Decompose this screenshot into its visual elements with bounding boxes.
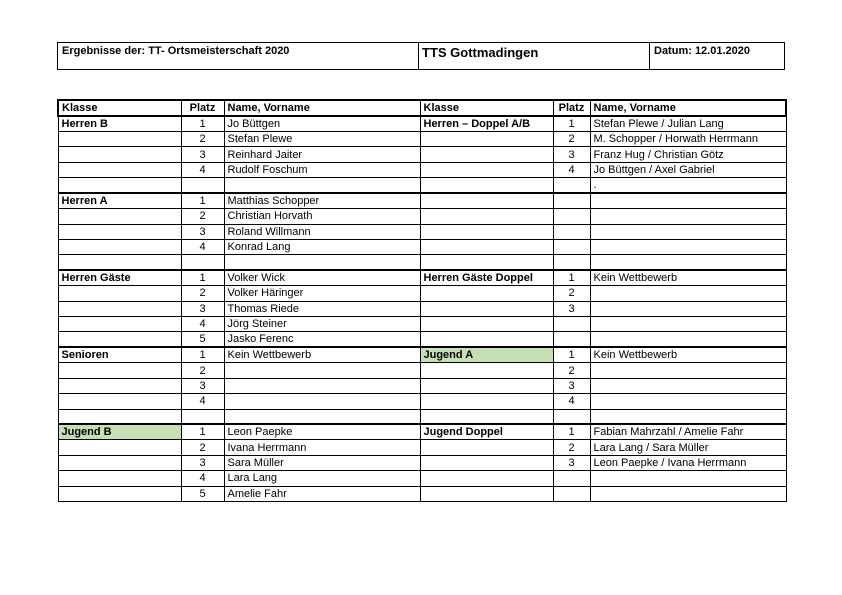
name-cell: Jasko Ferenc	[224, 332, 420, 348]
name-cell: Thomas Riede	[224, 301, 420, 316]
table-row	[58, 255, 786, 270]
table-row	[58, 455, 786, 470]
name-cell: Stefan Plewe	[224, 132, 420, 147]
place-cell: 2	[181, 363, 224, 378]
class-cell: Senioren	[58, 347, 181, 363]
name-cell: Lara Lang	[224, 471, 420, 486]
table-row	[58, 332, 786, 348]
name-cell	[590, 209, 786, 224]
class-cell	[420, 301, 553, 316]
name-cell	[224, 178, 420, 194]
place-cell	[181, 255, 224, 270]
place-cell	[553, 332, 590, 348]
class-cell	[58, 239, 181, 254]
name-cell: Christian Horvath	[224, 209, 420, 224]
class-cell	[420, 471, 553, 486]
table-row	[58, 209, 786, 224]
table-row	[58, 116, 786, 132]
class-cell	[420, 178, 553, 194]
name-cell: Sara Müller	[224, 455, 420, 470]
name-cell: Konrad Lang	[224, 239, 420, 254]
class-cell	[420, 132, 553, 147]
table-row	[58, 440, 786, 455]
place-cell	[181, 178, 224, 194]
table-row	[58, 409, 786, 424]
class-cell	[58, 317, 181, 332]
class-cell	[420, 486, 553, 501]
name-cell	[590, 394, 786, 409]
table-row	[58, 378, 786, 393]
place-cell: 3	[553, 455, 590, 470]
club-name: TTS Gottmadingen	[419, 43, 650, 69]
place-cell	[553, 486, 590, 501]
class-cell	[420, 317, 553, 332]
class-cell	[420, 224, 553, 239]
name-cell: Lara Lang / Sara Müller	[590, 440, 786, 455]
name-cell: Volker Häringer	[224, 286, 420, 301]
place-cell: 3	[181, 455, 224, 470]
name-cell: Ivana Herrmann	[224, 440, 420, 455]
place-cell: 3	[181, 378, 224, 393]
class-cell	[58, 363, 181, 378]
place-cell: 2	[553, 363, 590, 378]
place-cell: 1	[181, 116, 224, 132]
name-cell: Stefan Plewe / Julian Lang	[590, 116, 786, 132]
place-cell: 3	[181, 224, 224, 239]
place-cell: 1	[553, 347, 590, 363]
place-cell	[553, 178, 590, 194]
place-cell: 4	[181, 162, 224, 177]
class-cell	[58, 147, 181, 162]
place-cell	[553, 209, 590, 224]
name-cell	[590, 286, 786, 301]
place-cell	[553, 471, 590, 486]
place-cell: 5	[181, 332, 224, 348]
class-cell: Herren Gäste	[58, 270, 181, 286]
class-cell	[58, 301, 181, 316]
class-cell: Herren B	[58, 116, 181, 132]
table-row	[58, 317, 786, 332]
class-cell	[420, 394, 553, 409]
class-cell	[420, 440, 553, 455]
table-row	[58, 178, 786, 194]
place-cell: 2	[181, 286, 224, 301]
place-cell: 3	[181, 301, 224, 316]
class-cell	[420, 162, 553, 177]
name-cell: .	[590, 178, 786, 194]
class-cell	[58, 455, 181, 470]
class-cell	[58, 378, 181, 393]
class-cell: Herren Gäste Doppel	[420, 270, 553, 286]
class-cell	[420, 209, 553, 224]
class-cell	[420, 239, 553, 254]
place-cell: 4	[181, 394, 224, 409]
table-row	[58, 239, 786, 254]
class-cell	[420, 286, 553, 301]
name-cell: Rudolf Foschum	[224, 162, 420, 177]
column-header-name: Name, Vorname	[590, 100, 786, 116]
date-label: Datum: 12.01.2020	[654, 45, 750, 57]
table-row	[58, 132, 786, 147]
place-cell	[553, 224, 590, 239]
name-cell	[590, 363, 786, 378]
table-row	[58, 347, 786, 363]
place-cell: 3	[553, 301, 590, 316]
header-box	[57, 42, 785, 70]
place-cell: 4	[181, 317, 224, 332]
class-cell	[58, 409, 181, 424]
place-cell: 4	[553, 394, 590, 409]
name-cell: Franz Hug / Christian Götz	[590, 147, 786, 162]
class-cell	[58, 394, 181, 409]
table-row	[58, 162, 786, 177]
class-cell	[58, 286, 181, 301]
name-cell	[590, 239, 786, 254]
class-cell: Jugend Doppel	[420, 424, 553, 440]
name-cell	[590, 332, 786, 348]
table-row	[58, 363, 786, 378]
name-cell: M. Schopper / Horwath Herrmann	[590, 132, 786, 147]
name-cell: Volker Wick	[224, 270, 420, 286]
class-cell	[420, 409, 553, 424]
name-cell	[590, 193, 786, 209]
name-cell	[590, 224, 786, 239]
table-row	[58, 486, 786, 501]
place-cell: 2	[181, 209, 224, 224]
place-cell	[553, 239, 590, 254]
class-cell	[58, 209, 181, 224]
place-cell: 5	[181, 486, 224, 501]
name-cell	[224, 363, 420, 378]
class-cell	[58, 332, 181, 348]
class-cell	[420, 193, 553, 209]
class-cell: Jugend B	[58, 424, 181, 440]
place-cell: 2	[181, 132, 224, 147]
place-cell: 3	[181, 147, 224, 162]
name-cell: Kein Wettbewerb	[224, 347, 420, 363]
name-cell: Reinhard Jaiter	[224, 147, 420, 162]
place-cell: 1	[181, 347, 224, 363]
table-row	[58, 147, 786, 162]
class-cell: Herren A	[58, 193, 181, 209]
column-header-klasse: Klasse	[420, 100, 553, 116]
column-header-name: Name, Vorname	[224, 100, 420, 116]
name-cell	[590, 255, 786, 270]
name-cell	[224, 409, 420, 424]
column-header-klasse: Klasse	[58, 100, 181, 116]
class-cell	[58, 132, 181, 147]
name-cell: Matthias Schopper	[224, 193, 420, 209]
table-row	[58, 471, 786, 486]
class-cell	[420, 363, 553, 378]
place-cell: 2	[553, 132, 590, 147]
name-cell: Jo Büttgen / Axel Gabriel	[590, 162, 786, 177]
name-cell: Jo Büttgen	[224, 116, 420, 132]
class-cell	[58, 178, 181, 194]
place-cell: 3	[553, 147, 590, 162]
place-cell: 2	[181, 440, 224, 455]
name-cell: Jörg Steiner	[224, 317, 420, 332]
place-cell: 1	[181, 424, 224, 440]
table-row	[58, 224, 786, 239]
name-cell	[224, 255, 420, 270]
name-cell: Kein Wettbewerb	[590, 347, 786, 363]
place-cell	[553, 255, 590, 270]
name-cell	[224, 378, 420, 393]
column-header-platz: Platz	[553, 100, 590, 116]
place-cell: 1	[181, 270, 224, 286]
place-cell: 2	[553, 440, 590, 455]
place-cell: 1	[181, 193, 224, 209]
class-cell: Herren – Doppel A/B	[420, 116, 553, 132]
results-title: Ergebnisse der: TT- Ortsmeisterschaft 2020	[58, 43, 419, 69]
place-cell: 4	[181, 471, 224, 486]
class-cell	[420, 455, 553, 470]
class-cell	[58, 162, 181, 177]
name-cell	[590, 486, 786, 501]
name-cell: Kein Wettbewerb	[590, 270, 786, 286]
place-cell: 4	[553, 162, 590, 177]
class-cell	[420, 378, 553, 393]
results-table	[57, 99, 787, 502]
table-row	[58, 301, 786, 316]
name-cell: Fabian Mahrzahl / Amelie Fahr	[590, 424, 786, 440]
name-cell: Leon Paepke	[224, 424, 420, 440]
table-row	[58, 270, 786, 286]
name-cell: Leon Paepke / Ivana Herrmann	[590, 455, 786, 470]
class-cell	[58, 255, 181, 270]
place-cell	[553, 317, 590, 332]
name-cell	[590, 471, 786, 486]
class-cell	[58, 471, 181, 486]
name-cell: Amelie Fahr	[224, 486, 420, 501]
place-cell: 4	[181, 239, 224, 254]
place-cell	[553, 193, 590, 209]
place-cell: 1	[553, 424, 590, 440]
place-cell: 3	[553, 378, 590, 393]
name-cell: Roland Willmann	[224, 224, 420, 239]
name-cell	[590, 409, 786, 424]
place-cell	[553, 409, 590, 424]
table-header-row	[58, 100, 786, 116]
class-cell	[420, 147, 553, 162]
class-cell	[58, 440, 181, 455]
table-row	[58, 286, 786, 301]
name-cell	[590, 301, 786, 316]
class-cell	[420, 332, 553, 348]
place-cell: 1	[553, 116, 590, 132]
name-cell	[590, 378, 786, 393]
class-cell	[58, 224, 181, 239]
table-row	[58, 394, 786, 409]
place-cell: 2	[553, 286, 590, 301]
column-header-platz: Platz	[181, 100, 224, 116]
name-cell	[224, 394, 420, 409]
table-row	[58, 424, 786, 440]
name-cell	[590, 317, 786, 332]
table-row	[58, 193, 786, 209]
place-cell	[181, 409, 224, 424]
class-cell	[58, 486, 181, 501]
class-cell	[420, 255, 553, 270]
class-cell: Jugend A	[420, 347, 553, 363]
place-cell: 1	[553, 270, 590, 286]
